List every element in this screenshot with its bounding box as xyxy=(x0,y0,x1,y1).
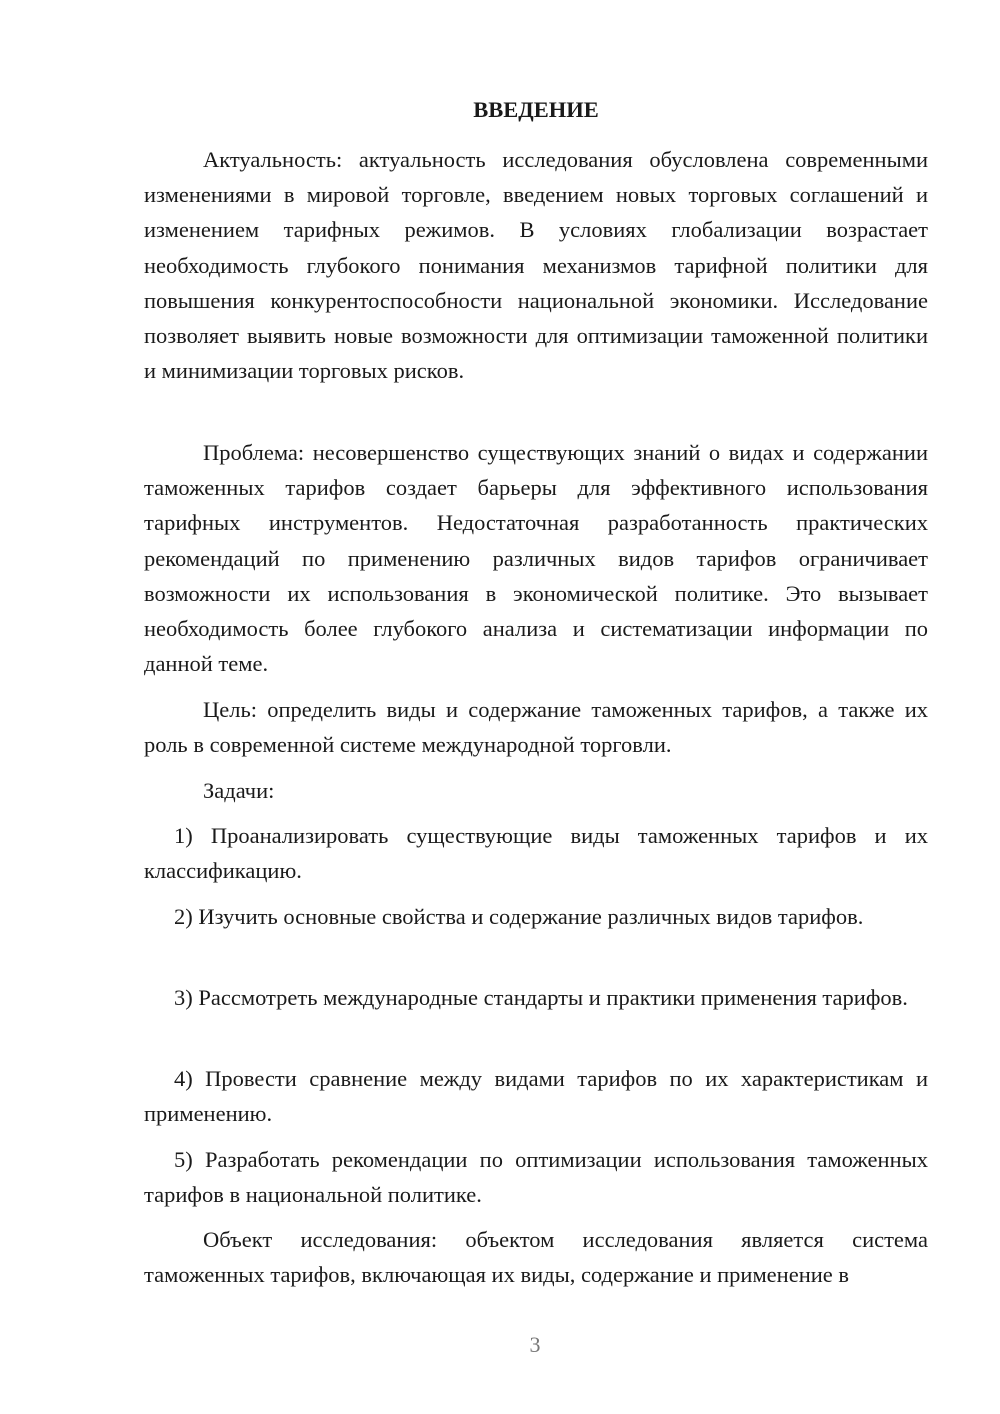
task-item-4: 4) Провести сравнение между видами тарифов по их характеристикам и применению. xyxy=(144,1066,928,1127)
task-item-5: 5) Разработать рекомендации по оптимизации использования таможенных тарифов в национальной политике. xyxy=(144,1147,928,1208)
tasks-label: Задачи: xyxy=(203,778,275,803)
goal-paragraph: Цель: определить виды и содержание таможенных тарифов, а также их роль в современной системе международной торговли. xyxy=(144,697,928,758)
problem-paragraph: Проблема: несовершенство существующих знаний о видах и содержании таможенных тарифов создает барьеры для эффективного использования тарифных инструментов. Недостаточная разработанность практических рекомендаций по применению различных видов тарифов ограничивает возможности их использования в экономической политике. Это вызывает необходимость более глубокого анализа и систематизации информации по данной теме. xyxy=(144,440,928,677)
section-heading: ВВЕДЕНИЕ xyxy=(473,97,599,122)
task-item-3: 3) Рассмотреть международные стандарты и практики применения тарифов. xyxy=(174,985,908,1010)
task-item-1: 1) Проанализировать существующие виды таможенных тарифов и их классификацию. xyxy=(144,823,928,884)
task-item-2: 2) Изучить основные свойства и содержание различных видов тарифов. xyxy=(174,904,864,929)
page-number: 3 xyxy=(529,1332,541,1357)
object-paragraph: Объект исследования: объектом исследования является система таможенных тарифов, включающая их виды, содержание и применение в xyxy=(144,1227,928,1288)
relevance-paragraph: Актуальность: актуальность исследования обусловлена современными изменениями в мировой торговле, введением новых торговых соглашений и изменением тарифных режимов. В условиях глобализации возрастает необходимость глубокого понимания механизмов тарифной политики для повышения конкурентоспособности национальной экономики. Исследование позволяет выявить новые возможности для оптимизации таможенной политики и минимизации торговых рисков. xyxy=(144,147,928,384)
